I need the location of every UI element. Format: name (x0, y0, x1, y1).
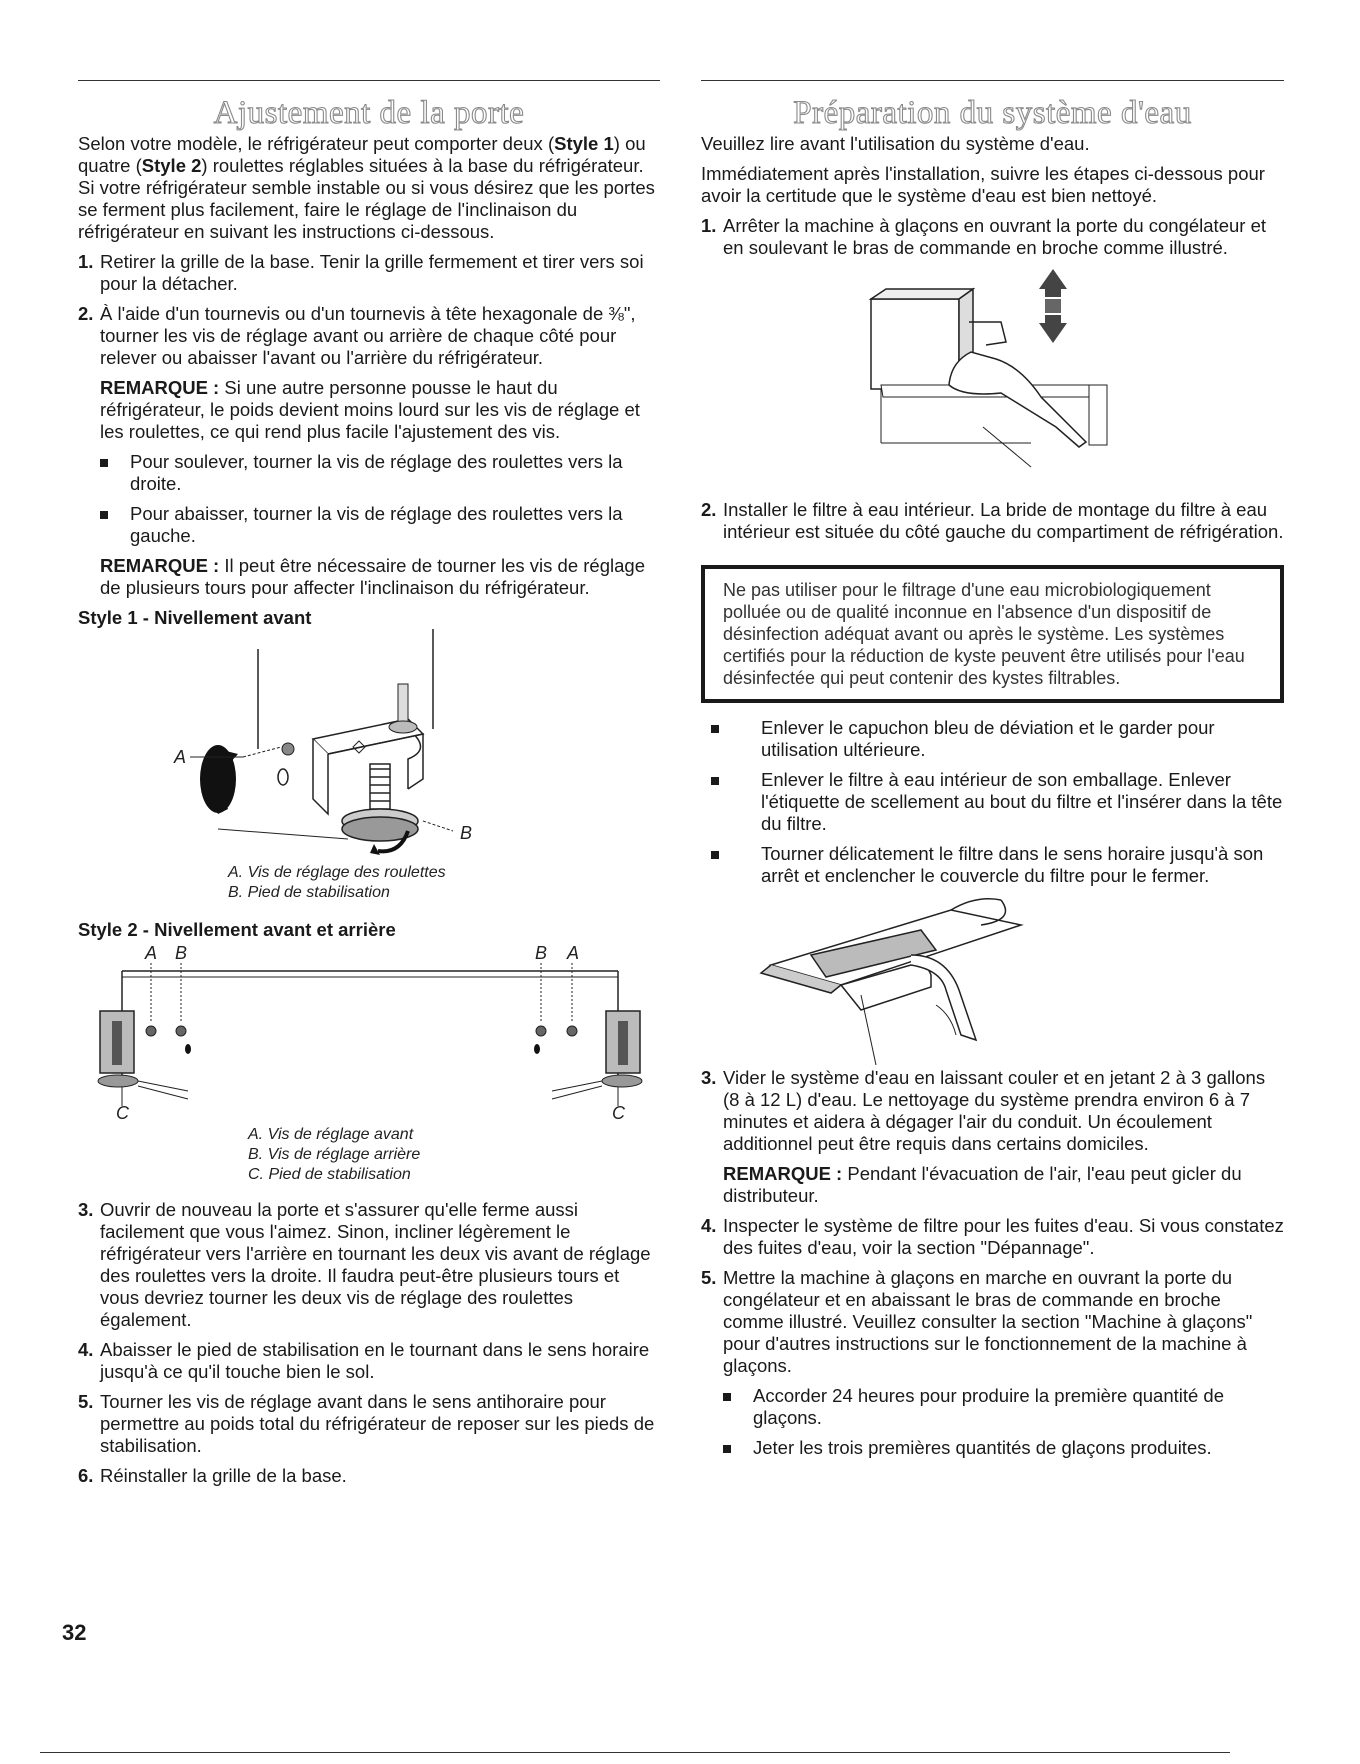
right-column (701, 80, 1284, 1467)
svg-text:C: C (612, 1103, 625, 1121)
figure-style-2 (78, 941, 660, 1121)
step-3: 3. Ouvrir de nouveau la porte et s'assurer qu'elle ferme aussi facilement que vous l'aimez. Sinon, incliner légèrement le réfrigérateur vers l'arrière en tournant les deux vis avant de réglage des roulettes vers la droite. Il faudra peut-être plusieurs tours et vous devriez tourner les deux vis de réglage des roulettes également. (78, 1199, 651, 1330)
figure-style-1 (78, 629, 660, 863)
bullet-raise: Pour soulever, tourner la vis de réglage des roulettes vers la droite. (78, 451, 660, 495)
step-1: 1. Retirer la grille de la base. Tenir la grille fermement et tirer vers soi pour la détacher. (78, 251, 644, 294)
svg-text:B: B (535, 943, 548, 963)
bullet-discard-batches: Jeter les trois premières quantités de glaçons produites. (701, 1437, 1284, 1459)
figure-filter-install (701, 895, 1284, 1067)
step-4: 4. Abaisser le pied de stabilisation en le tournant dans le sens horaire jusqu'à ce qu'il touche bien le sol. (78, 1339, 650, 1382)
after-install-paragraph: Immédiatement après l'installation, suivre les étapes ci-dessous pour avoir la certitude que le système d'eau est bien nettoyé. (701, 163, 1265, 206)
section-title-door-adjustment: Ajustement de la porte (213, 95, 525, 131)
water-step-5: 5. Mettre la machine à glaçons en marche en ouvrant la porte du congélateur et en abaissant le bras de commande en broche comme illustré. Veuillez consulter la section "Machine à glaçons" pour d'autres instructions sur le fonctionnement de la machine à glaçons. (701, 1267, 1253, 1376)
section-title-water-system: Préparation du système d'eau (793, 95, 1192, 131)
intro-paragraph: Selon votre modèle, le réfrigérateur peut comporter deux (Style 1) ou quatre (Style 2) roulettes réglables situées à la base du réfrigérateur. Si votre réfrigérateur semble instable ou si vous désirez que les portes se ferment plus facilement, faire le réglage de l'inclinaison du réfrigérateur en suivant les instructions ci-dessous. (78, 133, 655, 242)
warning-box: Ne pas utiliser pour le filtrage d'une eau microbiologiquement polluée ou de qualité inconnue en l'absence d'un dispositif de désinfection adéquat avant ou après le système. Les systèmes certifiés pour la réduction de kyste peuvent être utilisés pour l'eau désinfectée qui peut contenir des kystes filtrables. (701, 565, 1284, 703)
figure-2-title: Style 2 - Nivellement avant et arrière (78, 919, 396, 940)
front-rear-leveling-illustration (78, 941, 660, 1121)
filter-install-illustration (701, 895, 1284, 1067)
svg-text:A: A (145, 943, 158, 963)
bullet-turn-filter: Tourner délicatement le filtre dans le sens horaire jusqu'à son arrêt et enclencher le couvercle du filtre pour le fermer. (701, 843, 1284, 887)
figure-2-caption: A. Vis de réglage avant B. Vis de réglage arrière C. Pied de stabilisation (248, 1126, 421, 1183)
svg-text:A: A (567, 943, 580, 963)
bullet-remove-cap: Enlever le capuchon bleu de déviation et le garder pour utilisation ultérieure. (701, 717, 1284, 761)
label-a: A (174, 747, 187, 767)
roller-adjustment-illustration (78, 629, 660, 863)
read-before-paragraph: Veuillez lire avant l'utilisation du système d'eau. (701, 133, 1090, 154)
svg-text:B: B (175, 943, 188, 963)
bullet-24-hours: Accorder 24 heures pour produire la première quantité de glaçons. (701, 1385, 1284, 1429)
step-5: 5. Tourner les vis de réglage avant dans le sens antihoraire pour permettre au poids total du réfrigérateur de reposer sur les pieds de stabilisation. (78, 1391, 655, 1456)
water-step-3: 3. Vider le système d'eau en laissant couler et en jetant 2 à 3 gallons (8 à 12 L) d'eau. Le nettoyage du système prendra environ 6 à 7 minutes et aidera à dégager l'air du conduit. Un écoulement additionnel peut être requis dans certains domiciles. (701, 1067, 1266, 1154)
top-rule-left (78, 80, 660, 81)
top-rule-right (701, 80, 1284, 81)
figure-1-caption: A. Vis de réglage des roulettes B. Pied de stabilisation (228, 864, 446, 901)
note-1: REMARQUE : Si une autre personne pousse le haut du réfrigérateur, le poids devient moins lourd sur les vis de réglage et les roulettes, ce qui rend plus facile l'ajustement des vis. (100, 377, 640, 442)
step-2: 2. À l'aide d'un tournevis ou d'un tournevis à tête hexagonale de ⅜", tourner les vis de réglage avant ou arrière de chaque côté pour relever ou abaisser l'avant ou l'arrière du réfrigérateur. (78, 303, 636, 368)
label-b: B (460, 823, 473, 843)
ice-maker-arm-illustration (701, 267, 1284, 499)
step-6: 6. Réinstaller la grille de la base. (78, 1465, 347, 1486)
water-step-4: 4. Inspecter le système de filtre pour les fuites d'eau. Si vous constatez des fuites d'eau, voir la section "Dépannage". (701, 1215, 1284, 1258)
water-step-1: 1. Arrêter la machine à glaçons en ouvrant la porte du congélateur et en soulevant le bras de commande en broche comme illustré. (701, 215, 1266, 258)
svg-text:C: C (116, 1103, 129, 1121)
figure-ice-maker-arm (701, 267, 1284, 499)
bullet-remove-filter: Enlever le filtre à eau intérieur de son emballage. Enlever l'étiquette de scellement au bout du filtre et l'insérer dans la tête du filtre. (701, 769, 1284, 835)
water-note: REMARQUE : Pendant l'évacuation de l'air, l'eau peut gicler du distributeur. (723, 1163, 1242, 1206)
footer-rule (40, 1752, 1230, 1753)
bullet-lower: Pour abaisser, tourner la vis de réglage des roulettes vers la gauche. (78, 503, 660, 547)
left-column (78, 80, 660, 1495)
page-number: 32 (62, 1620, 87, 1645)
note-2: REMARQUE : Il peut être nécessaire de tourner les vis de réglage de plusieurs tours pour affecter l'inclinaison du réfrigérateur. (100, 555, 645, 598)
figure-1-title: Style 1 - Nivellement avant (78, 607, 312, 628)
water-step-2: 2. Installer le filtre à eau intérieur. La bride de montage du filtre à eau intérieur est située du côté gauche du compartiment de réfrigération. (701, 499, 1284, 542)
